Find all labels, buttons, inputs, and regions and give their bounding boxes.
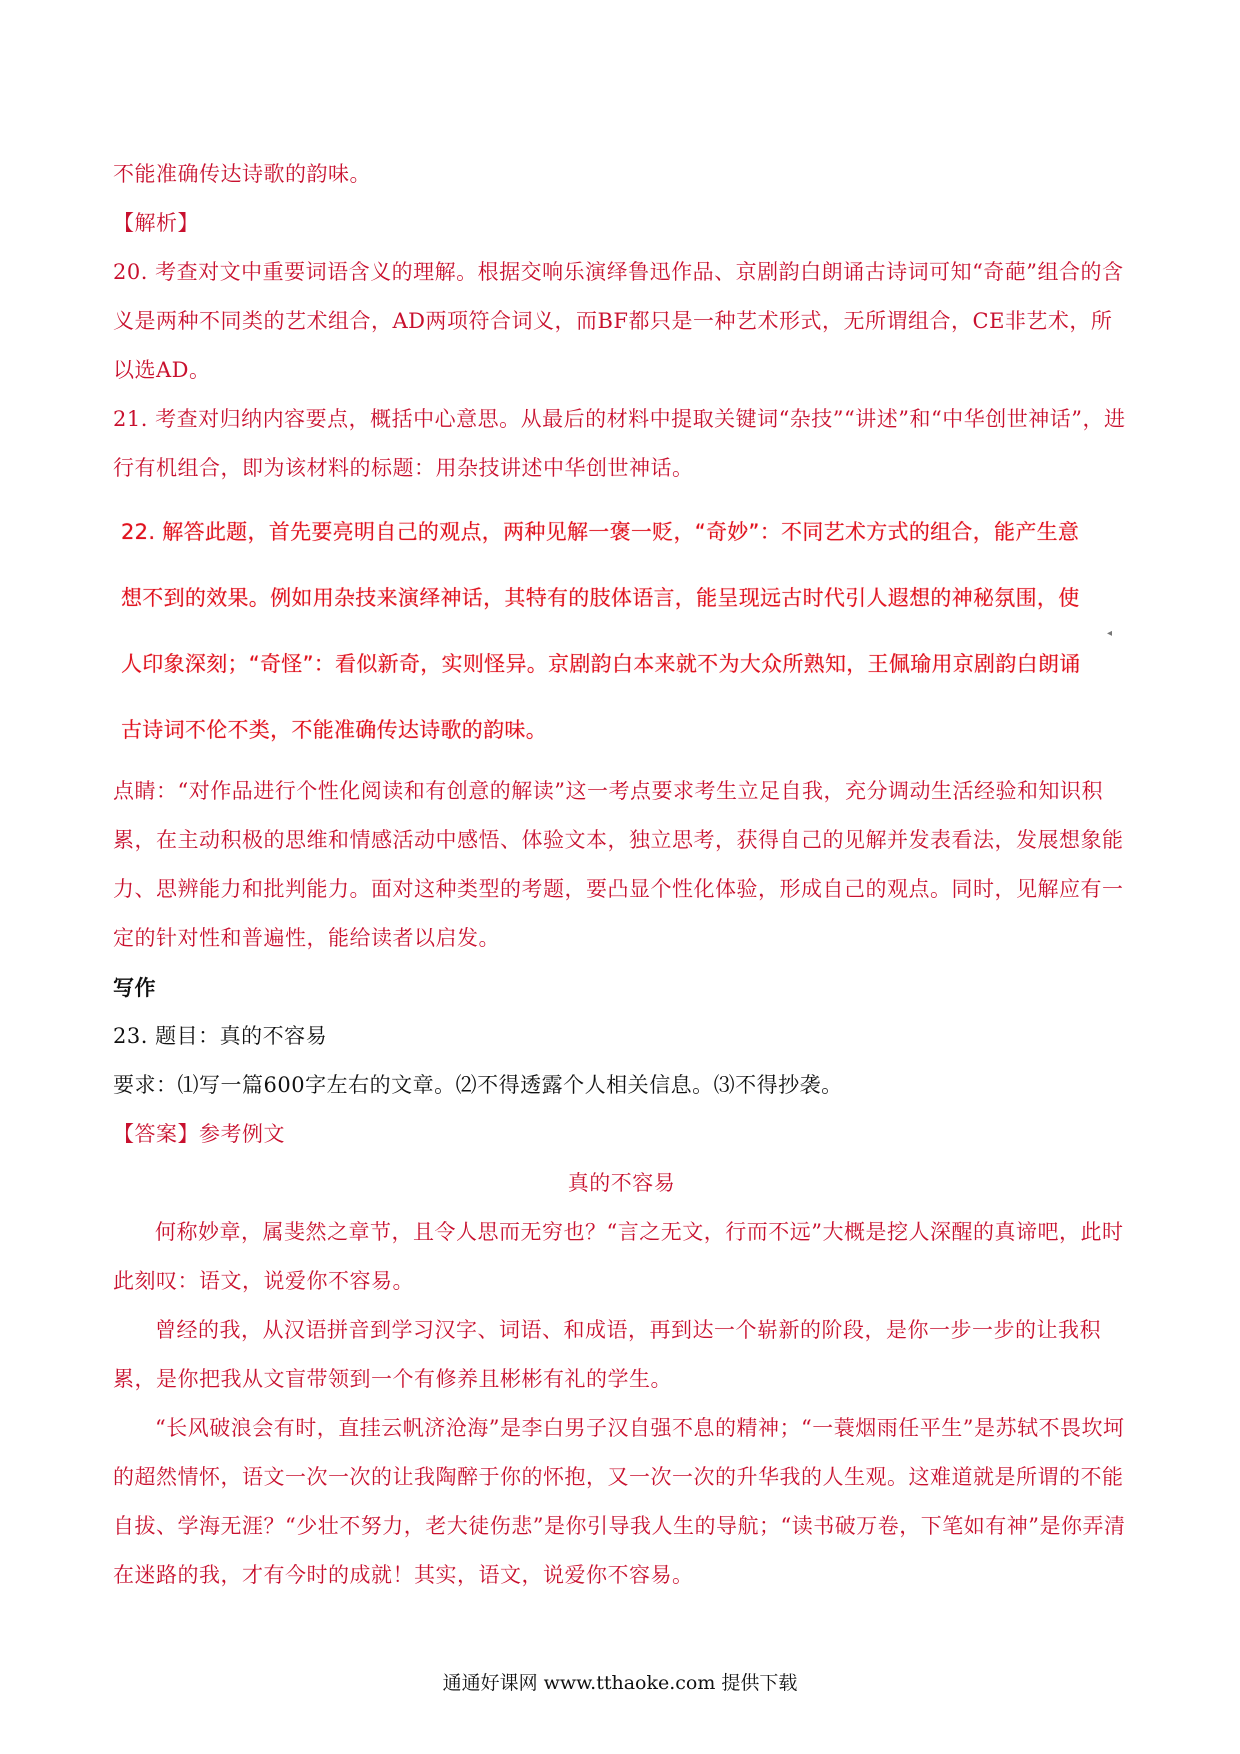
q22-line-4: 古诗词不伦不类，不能准确传达诗歌的韵味。 — [121, 718, 547, 742]
analysis-q21: 21. 考查对归纳内容要点，概括中心意思。从最后的材料中提取关键词“杂技”“讲述”和“中华创世神话”，进行有机组合，即为该材料的标题：用杂技讲述中华创世神话。 — [113, 407, 1126, 480]
scan-artifact-marker: ◂ — [1107, 628, 1113, 639]
q22-line-1: 22. 解答此题，首先要亮明自己的观点，两种见解一褒一贬，“奇妙”：不同艺术方式的组合，能产生意 — [121, 520, 1080, 544]
question-23: 23. 题目：真的不容易 — [113, 1024, 328, 1048]
key-point-note: 点睛：“对作品进行个性化阅读和有创意的解读”这一考点要求考生立足自我，充分调动生活经验和知识积累，在主动积极的思维和情感活动中感悟、体验文本，独立思考，获得自己的见解并发表看法，发展想象能力、思辨能力和批判能力。面对这种类型的考题，要凸显个性化体验，形成自己的观点。同时，见解应有一定的针对性和普遍性，能给读者以启发。 — [113, 779, 1124, 950]
page-footer: 通通好课网 www.tthaoke.com 提供下载 — [442, 1672, 798, 1694]
answer-continuation: 不能准确传达诗歌的韵味。 — [113, 162, 371, 186]
analysis-heading: 【解析】 — [113, 211, 199, 235]
essay-title: 真的不容易 — [567, 1171, 676, 1195]
analysis-q20: 20. 考查对文中重要词语含义的理解。根据交响乐演绎鲁迅作品、京剧韵白朗诵古诗词可知“奇葩”组合的含义是两种不同类的艺术组合，AD两项符合词义，而BF都只是一种艺术形式，无所谓组合，CE非艺术，所以选AD。 — [113, 260, 1124, 382]
q22-line-2: 想不到的效果。例如用杂技来演绎神话，其特有的肢体语言，能呈现远古时代引人遐想的神秘氛围，使 — [121, 586, 1080, 610]
essay-paragraph-2: 曾经的我，从汉语拼音到学习汉字、词语、和成语，再到达一个崭新的阶段，是你一步一步的让我积累，是你把我从文盲带领到一个有修养且彬彬有礼的学生。 — [113, 1318, 1101, 1391]
writing-requirements: 要求：⑴写一篇600字左右的文章。⑵不得透露个人相关信息。⑶不得抄袭。 — [113, 1073, 843, 1097]
answer-heading: 【答案】参考例文 — [113, 1122, 285, 1146]
analysis-q22-scanned — [113, 499, 1130, 763]
document-body — [113, 150, 1130, 1600]
q22-line-3: 人印象深刻；“奇怪”：看似新奇，实则怪异。京剧韵白本来就不为大众所熟知，王佩瑜用京剧韵白朗诵 — [121, 652, 1081, 676]
essay-paragraph-1: 何称妙章，属斐然之章节，且令人思而无穷也？“言之无文，行而不远”大概是挖人深醒的真谛吧，此时此刻叹：语文，说爱你不容易。 — [113, 1220, 1124, 1293]
essay-paragraph-3: “长风破浪会有时，直挂云帆济沧海”是李白男子汉自强不息的精神；“一蓑烟雨任平生”是苏轼不畏坎坷的超然情怀，语文一次一次的让我陶醉于你的怀抱，又一次一次的升华我的人生观。这难道就是所谓的不能自拔、学海无涯？“少壮不努力，老大徒伤悲”是你引导我人生的导航；“读书破万卷，下笔如有神”是你弄清在迷路的我，才有今时的成就！其实，语文，说爱你不容易。 — [113, 1416, 1126, 1587]
section-heading-writing: 写作 — [113, 975, 156, 1000]
